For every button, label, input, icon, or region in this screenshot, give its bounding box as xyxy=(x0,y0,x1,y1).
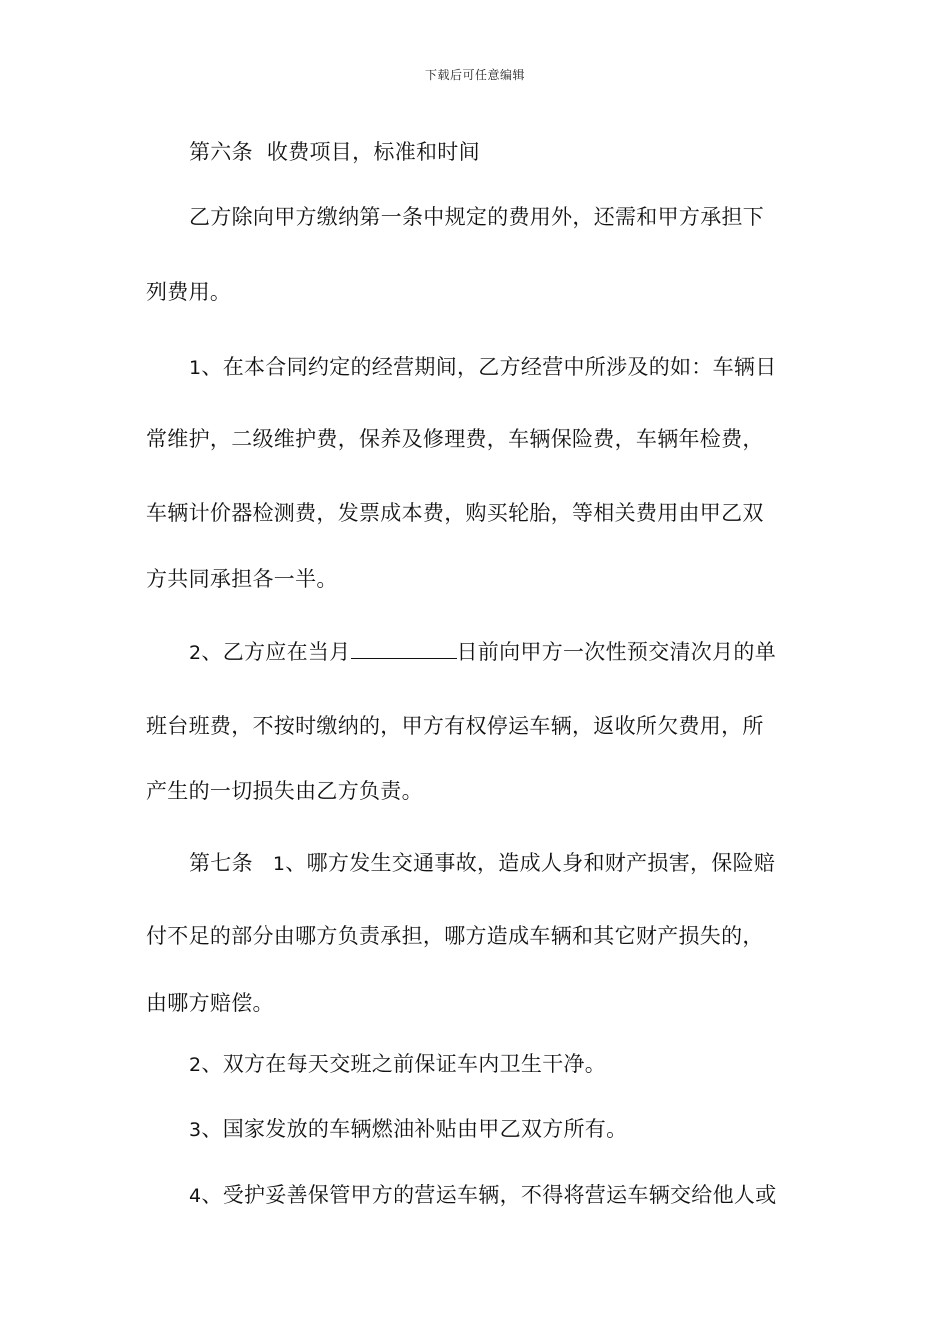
article-6-intro-line-1: 乙方除向甲方缴纳第一条中规定的费用外，还需和甲方承担下 xyxy=(189,205,765,229)
article-7-item-2 xyxy=(189,1050,816,1079)
fill-in-blank[interactable] xyxy=(351,640,457,659)
item-text: 、国家发放的车辆燃油补贴由甲乙双方所有。 xyxy=(201,1117,628,1141)
article-6-item-1-line-3: 车辆计价器检测费，发票成本费，购买轮胎，等相关费用由甲乙双 xyxy=(146,501,764,525)
article-6-heading xyxy=(189,138,816,166)
article-6-label: 第六条 xyxy=(189,140,253,164)
item-number: 1 xyxy=(272,853,286,875)
article-6-item-2-line-3: 产生的一切损失由乙方负责。 xyxy=(146,779,423,803)
item-text: 、在本合同约定的经营期间，乙方经营中所涉及的如：车辆日 xyxy=(201,355,777,379)
item-text: 、受护妥善保管甲方的营运车辆，不得将营运车辆交给他人或 xyxy=(201,1183,777,1207)
article-7-item-1-line-3: 由哪方赔偿。 xyxy=(146,991,274,1015)
item-number: 4 xyxy=(189,1185,202,1207)
item-number: 1 xyxy=(189,357,202,379)
item-text: 、双方在每天交班之前保证车内卫生干净。 xyxy=(201,1052,607,1076)
item-number: 2 xyxy=(189,1054,202,1076)
article-6-title: 收费项目，标准和时间 xyxy=(266,140,480,164)
item-text-after-blank: 日前向甲方一次性预交清次月的单 xyxy=(456,640,776,664)
article-7-item-3 xyxy=(189,1115,816,1144)
article-6-item-1-line-4: 方共同承担各一半。 xyxy=(146,567,338,591)
item-number: 2 xyxy=(189,642,202,664)
item-number: 3 xyxy=(189,1119,202,1141)
article-6-item-1-line-1 xyxy=(189,353,816,382)
item-text-before-blank: 、乙方应在当月 xyxy=(201,640,351,664)
article-7-item-4 xyxy=(189,1181,816,1210)
item-text: 、哪方发生交通事故，造成人身和财产损害，保险赔 xyxy=(285,851,776,875)
article-6-item-2-line-1 xyxy=(189,638,816,667)
page-header: 下载后可任意编辑 xyxy=(424,68,525,82)
article-6-item-1-line-2: 常维护，二级维护费，保养及修理费，车辆保险费，车辆年检费， xyxy=(146,427,764,451)
article-7-item-1-line-1 xyxy=(189,849,816,878)
article-6-item-2-line-2: 班台班费，不按时缴纳的，甲方有权停运车辆，返收所欠费用，所 xyxy=(146,714,764,738)
article-7-label: 第七条 xyxy=(189,851,253,875)
article-7-item-1-line-2: 付不足的部分由哪方负责承担，哪方造成车辆和其它财产损失的， xyxy=(146,924,764,948)
article-6-intro-line-2: 列费用。 xyxy=(146,280,232,304)
